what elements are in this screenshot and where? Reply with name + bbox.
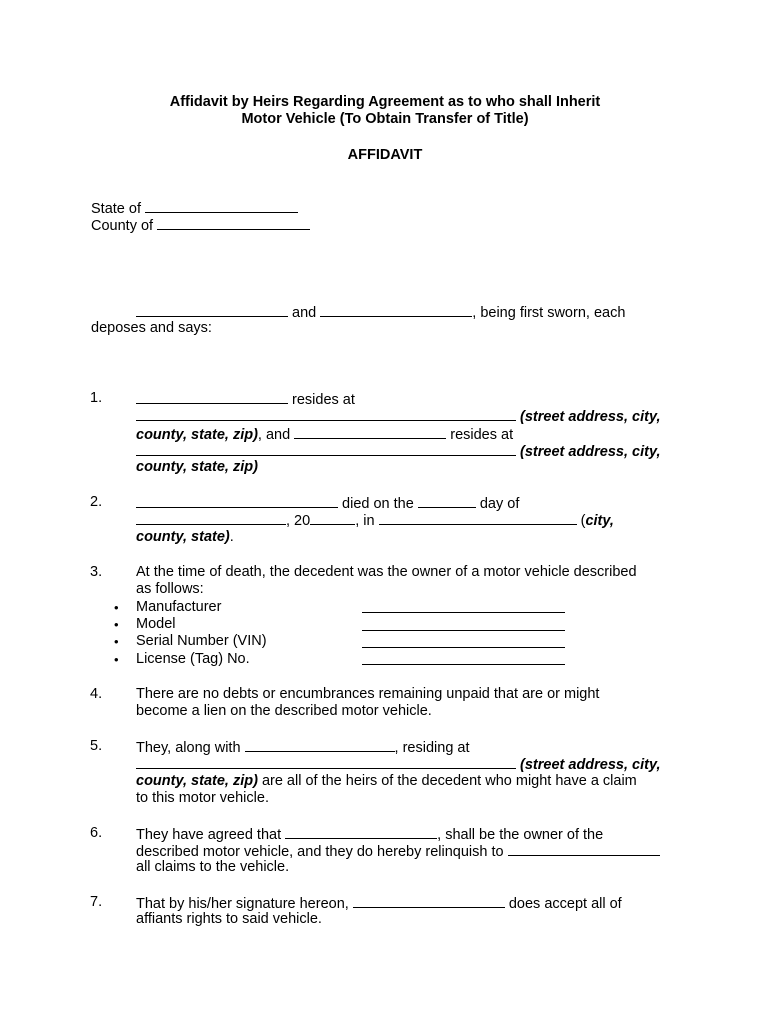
decedent-name-blank[interactable] [136,494,338,508]
relinquish-to-blank[interactable] [508,842,660,856]
item-6-owner-text: , shall be the owner of the [437,827,604,843]
item-2-comma-20: , 20 [286,513,311,529]
item-1-resides-at: resides at [292,392,355,408]
county-of-label: County of [91,218,154,234]
item-1-resides-at-2: resides at [450,427,514,443]
item-4-line1: There are no debts or encumbrances remaining unpaid that are or might [136,686,600,702]
item-6-line3: all claims to the vehicle. [136,859,290,875]
item-6-they-agreed: They have agreed that [136,827,282,843]
item-6-number: 6. [90,825,103,841]
death-month-blank[interactable] [136,511,286,525]
item-5-line4: to this motor vehicle. [136,790,269,806]
death-day-blank[interactable] [418,494,476,508]
item-2-period: . [229,529,234,545]
bullet-icon: • [114,600,119,615]
item-5-heirs-text: are all of the heirs of the decedent who might have a claim [257,773,637,789]
other-heir-address-blank[interactable] [136,755,516,769]
item-1-and: , and [257,427,291,443]
item-5-number: 5. [90,738,103,754]
item-5-county-label: county, state, zip) [136,773,258,789]
item-2-line2 [136,511,614,530]
item-2-line3 [136,529,234,546]
intro-sworn-text: , being first sworn, each [472,305,626,321]
item-7-number: 7. [90,894,103,910]
intro-deposes: deposes and says: [91,320,212,336]
model-label: Model [136,616,176,632]
item-5-residing-at: , residing at [394,740,470,756]
document-title-line1: Affidavit by Heirs Regarding Agreement as to who shall Inherit [169,94,601,110]
item-4-line2: become a lien on the described motor vehicle. [136,703,432,719]
item-3-number: 3. [90,564,103,580]
item-2-comma-in: , in [355,513,375,529]
bullet-icon: • [114,652,119,667]
item-1-line2 [136,407,661,426]
acceptor-name-blank[interactable] [353,894,505,908]
heir-2-address-blank[interactable] [136,442,516,456]
item-2-died-on: died on the [342,496,414,512]
state-of-label: State of [91,201,141,217]
affidavit-heading: AFFIDAVIT [347,147,423,163]
item-1-county-label: county, state, zip) [136,427,258,443]
item-2-day-of: day of [479,496,520,512]
heir-1-name-blank[interactable] [136,390,288,404]
model-blank[interactable] [362,630,565,631]
death-year-blank[interactable] [310,511,355,525]
death-location-blank[interactable] [379,511,577,525]
item-6-relinquish-text: described motor vehicle, and they do hereby relinquish to [136,844,504,860]
item-3-line2: as follows: [136,581,204,597]
item-7-signature-text: That by his/her signature hereon, [136,896,349,912]
other-heir-blank[interactable] [245,738,395,752]
item-1-address-label-2: (street address, city, [520,444,661,460]
item-1-address-label: (street address, city, [520,409,661,425]
item-2-number: 2. [90,494,103,510]
item-2-paren: ( [580,513,586,529]
license-tag-label: License (Tag) No. [136,651,250,667]
affiant-1-blank[interactable] [136,303,288,317]
county-blank[interactable] [157,216,310,230]
license-tag-blank[interactable] [362,664,565,665]
state-blank[interactable] [145,199,298,213]
manufacturer-blank[interactable] [362,612,565,613]
item-7-line2: affiants rights to said vehicle. [136,911,322,927]
intro-and: and [292,305,317,321]
affiant-2-blank[interactable] [320,303,472,317]
item-7-accept-text: does accept all of [508,896,622,912]
item-1-county-label-2: county, state, zip) [136,459,258,475]
item-3-line1: At the time of death, the decedent was the owner of a motor vehicle described [136,564,637,580]
item-5-line3 [136,773,637,790]
county-of-row [91,216,310,235]
item-2-county-state-label: county, state) [136,529,230,545]
heir-1-address-blank[interactable] [136,407,516,421]
bullet-icon: • [114,634,119,649]
vin-blank[interactable] [362,647,565,648]
item-1-number: 1. [90,390,103,406]
new-owner-blank[interactable] [285,825,437,839]
manufacturer-label: Manufacturer [136,599,222,615]
document-title-line2: Motor Vehicle (To Obtain Transfer of Title) [241,111,529,127]
vin-label: Serial Number (VIN) [136,633,267,649]
heir-2-name-blank[interactable] [294,425,446,439]
item-5-they-along-with: They, along with [136,740,241,756]
item-5-address-label: (street address, city, [520,757,661,773]
bullet-icon: • [114,617,119,632]
item-5-line2 [136,755,661,774]
item-2-city-label: city, [585,513,614,529]
item-4-number: 4. [90,686,103,702]
